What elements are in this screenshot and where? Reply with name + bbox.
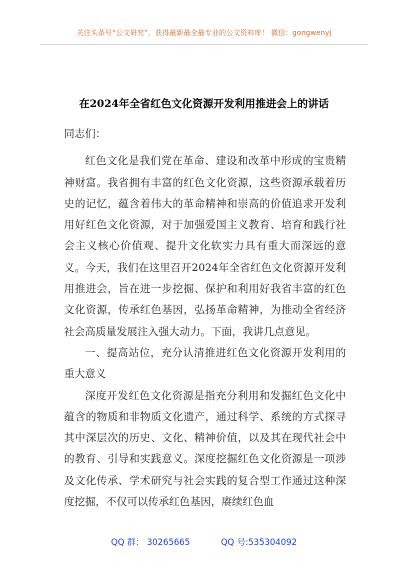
document-body [64,124,346,513]
greeting: 同志们： [64,128,106,140]
promo-header: 关注头条号“公文研究”，获得最新最全最专业的公文资料库！ 微信：gongwenyj [76,29,332,37]
qq-group: QQ 群： 30265665 [111,538,191,548]
body-paragraph-intro: 红色文化是我们党在革命、建设和改革中形成的宝贵精神财富。我省拥有丰富的红色文化资源，这些资源承载着历史的记忆，蕴含着伟大的革命精神和崇高的价值追求开发利用好红色文化资源，对于加强爱国主义教育、培育和践行社会主义核心价值观、提升文化软实力具有重大而深远的意义。今天，我们在这里召开2024年全省红色文化资源开发利用推进会，旨在进一步挖掘、保护和利用好我省丰富的红色文化资源，传承红色基因，弘扬革命精神，为推动全省经济社会高质量发展注入强大动力。下面，我讲几点意见。 [64,155,346,338]
qq-number: QQ 号:535304092 [220,538,297,548]
header-divider [40,44,368,45]
section-heading-1: 一、提高站位，充分认清推进红色文化资源开发利用的重大意义 [64,346,346,381]
contact-footer [0,536,408,548]
document-title: 在2024年全省红色文化资源开发利用推进会上的讲话 [79,98,329,110]
body-paragraph-section-1: 深度开发红色文化资源是指充分利用和发掘红色文化中蕴含的物质和非物质文化遗产，通过科学、系统的方式探寻其中深层次的历史、文化、精神价值，以及其在现代社会中的教育、引导和实践意义。深度挖掘红色文化资源是一项涉及文化传承、学术研究与社会实践的复合型工作通过这种深度挖掘，不仅可以传承红色基因，赓续红色血 [64,389,346,509]
